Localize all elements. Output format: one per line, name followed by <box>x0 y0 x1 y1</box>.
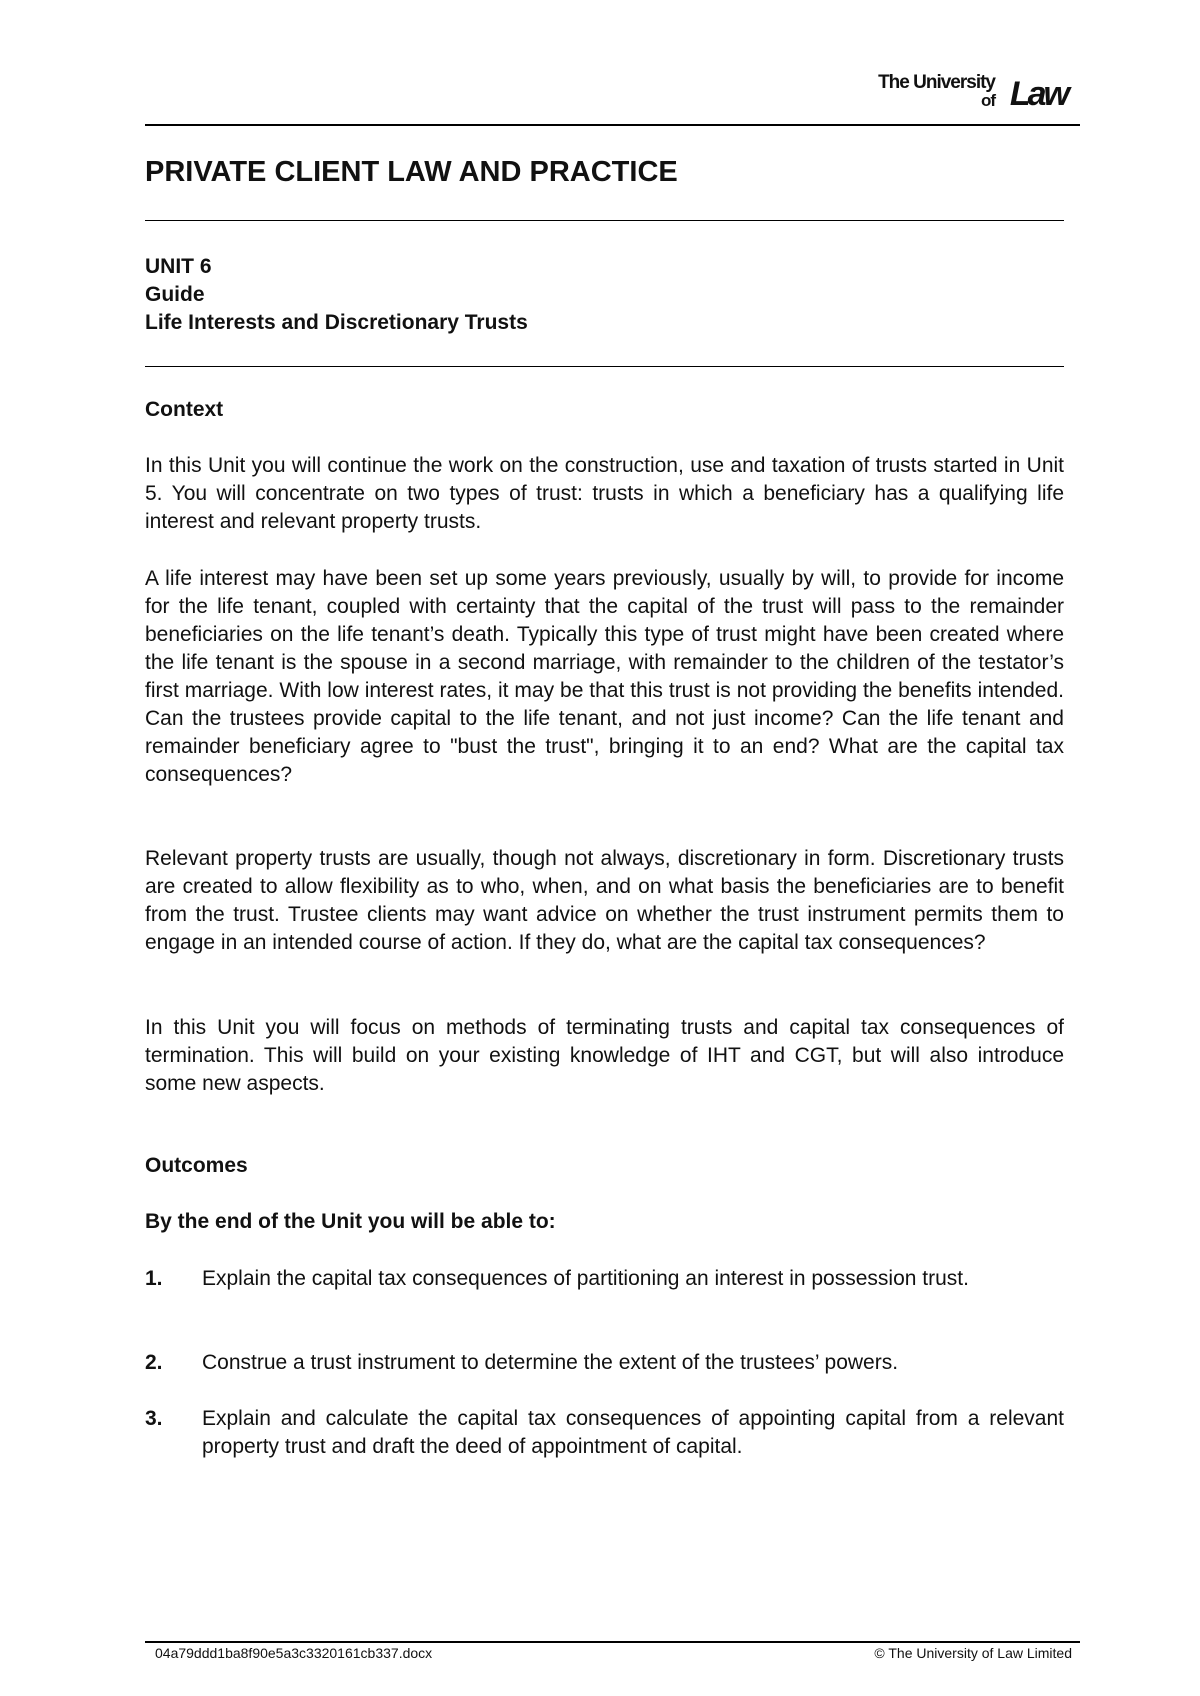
outcome-text: Explain and calculate the capital tax consequences of appointing capital from a relevant property trust and draft the deed of appointment of capital. <box>202 1407 1064 1458</box>
context-paragraph: A life interest may have been set up some years previously, usually by will, to provide for income for the life tenant, coupled with certainty that the capital of the trust will pass to the remainder beneficiaries on the life tenant’s death. Typically this type of trust might have been created where the life tenant is the spouse in a second marriage, with remainder to the children of the testator’s first marriage. With low interest rates, it may be that this trust is not providing the benefits intended. Can the trustees provide capital to the life tenant, and not just income? Can the life tenant and remainder beneficiary agree to "bust the trust", bringing it to an end? What are the capital tax consequences? <box>145 567 1064 786</box>
outcome-number: 3. <box>145 1407 163 1430</box>
divider-rule <box>145 366 1064 367</box>
outcome-number: 1. <box>145 1267 163 1290</box>
unit-info <box>145 253 528 337</box>
footer-copyright: © The University of Law Limited <box>874 1645 1072 1661</box>
outcome-item <box>145 1405 1064 1461</box>
outcome-text: Explain the capital tax consequences of partitioning an interest in possession trust. <box>202 1267 969 1290</box>
context-paragraph: In this Unit you will focus on methods of terminating trusts and capital tax consequences of termination. This will build on your existing knowledge of IHT and CGT, but will also introduce some new aspects. <box>145 1016 1064 1095</box>
context-paragraph: In this Unit you will continue the work on the construction, use and taxation of trusts started in Unit 5. You will concentrate on two types of trust: trusts in which a beneficiary has a qualifying life interest and relevant property trusts. <box>145 454 1064 533</box>
footer-rule <box>145 1641 1080 1643</box>
unit-subtitle: Life Interests and Discretionary Trusts <box>145 311 528 334</box>
outcome-item <box>145 1265 1064 1293</box>
logo-line-3: Law <box>1009 75 1067 113</box>
divider-rule <box>145 220 1064 221</box>
outcome-item <box>145 1349 1064 1377</box>
outcomes-heading: Outcomes <box>145 1154 248 1177</box>
header-rule <box>145 124 1080 126</box>
university-logo <box>855 70 1067 114</box>
outcome-number: 2. <box>145 1351 163 1374</box>
context-heading: Context <box>145 398 224 421</box>
outcome-text: Construe a trust instrument to determine the extent of the trustees’ powers. <box>202 1351 899 1374</box>
logo-line-1: The University <box>878 72 995 93</box>
context-paragraph: Relevant property trusts are usually, though not always, discretionary in form. Discretionary trusts are created to allow flexibility as to who, when, and on what basis the beneficiaries are to benefit from the trust. Trustee clients may want advice on whether the trust instrument permits them to engage in an intended course of action. If they do, what are the capital tax consequences? <box>145 847 1064 954</box>
footer-filename: 04a79ddd1ba8f90e5a3c3320161cb337.docx <box>155 1645 433 1661</box>
unit-number: UNIT 6 <box>145 255 212 278</box>
logo-line-2: of <box>980 91 995 110</box>
unit-type: Guide <box>145 283 205 306</box>
outcomes-intro: By the end of the Unit you will be able to: <box>145 1210 556 1233</box>
document-title: PRIVATE CLIENT LAW AND PRACTICE <box>145 156 678 188</box>
